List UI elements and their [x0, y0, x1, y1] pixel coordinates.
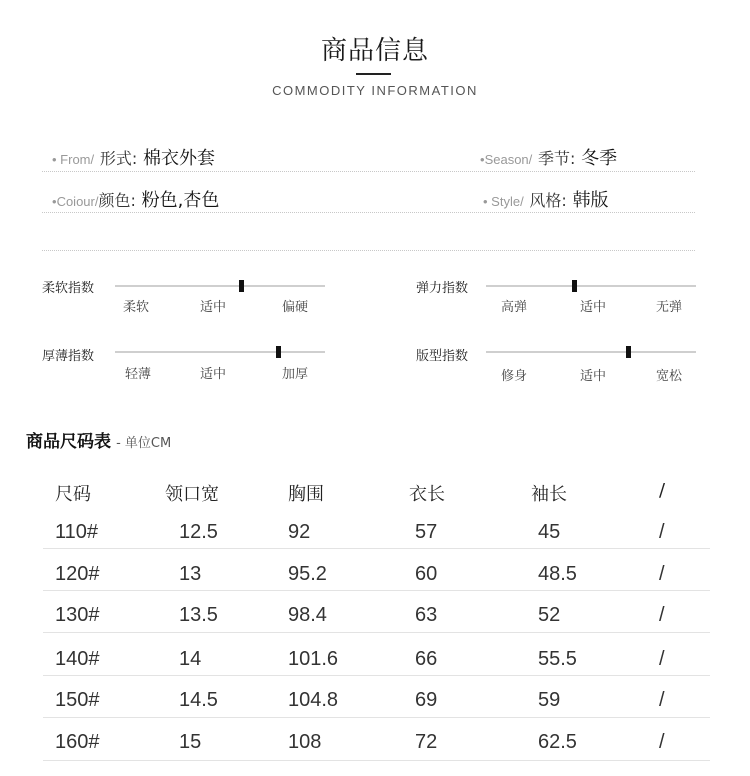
- attr-style-value: 韩版: [572, 190, 609, 211]
- cell-neck: 13.5: [179, 604, 218, 626]
- row-divider: [43, 590, 710, 591]
- column-header-size: 尺码: [55, 484, 91, 505]
- index-scale-low: 高弹: [501, 300, 528, 315]
- cell-neck: 12.5: [179, 521, 218, 543]
- index-scale-low: 修身: [501, 369, 528, 384]
- column-header-sleeve: 袖长: [531, 484, 567, 505]
- column-header-neck: 领口宽: [165, 484, 219, 505]
- index-marker-softness: [239, 280, 244, 292]
- cell-sleeve: 55.5: [538, 648, 577, 670]
- row-divider: [43, 548, 710, 549]
- column-header-length: 衣长: [409, 484, 445, 505]
- attr-from-value: 棉衣外套: [143, 148, 215, 169]
- index-scale-low: 柔软: [123, 300, 150, 315]
- divider: [42, 250, 695, 251]
- cell-sleeve: 48.5: [538, 563, 577, 585]
- cell-neck: 14: [179, 648, 202, 670]
- cell-neck: 13: [179, 563, 202, 585]
- cell-length: 69: [415, 689, 438, 711]
- cell-sleeve: 45: [538, 521, 561, 543]
- index-label-softness: 柔软指数: [42, 281, 95, 296]
- size-table-heading: [26, 427, 171, 452]
- index-scale-high: 无弹: [656, 300, 683, 315]
- cell-sleeve: 59: [538, 689, 561, 711]
- index-label-elasticity: 弹力指数: [416, 281, 469, 296]
- cell-size: 110#: [55, 521, 99, 543]
- index-scale-high: 加厚: [282, 367, 309, 382]
- cell-neck: 14.5: [179, 689, 218, 711]
- cell-extra: /: [659, 731, 665, 753]
- index-marker-thickness: [276, 346, 281, 358]
- row-divider: [43, 675, 710, 676]
- attr-from: • From/ 形式: 棉衣外套: [52, 148, 215, 169]
- attr-from-en: From/: [60, 152, 95, 167]
- page-title: 商品信息: [320, 36, 429, 66]
- attr-style-cn: 风格:: [529, 191, 567, 210]
- cell-extra: /: [659, 648, 665, 670]
- cell-chest: 104.8: [288, 689, 339, 711]
- attr-season-value: 冬季: [581, 148, 618, 169]
- cell-sleeve: 62.5: [538, 731, 577, 753]
- attr-season-cn: 季节:: [538, 149, 576, 168]
- attr-style-en: Style/: [491, 194, 524, 209]
- index-scale-mid: 适中: [580, 369, 607, 384]
- attr-season-en: Season/: [484, 152, 533, 167]
- index-marker-elasticity: [572, 280, 577, 292]
- attr-season: •Season/ 季节: 冬季: [480, 148, 618, 169]
- row-divider: [43, 632, 710, 633]
- index-scale-mid: 适中: [200, 300, 227, 315]
- size-table-title: 商品尺码表: [26, 432, 111, 452]
- attr-style: • Style/ 风格: 韩版: [483, 190, 609, 211]
- cell-extra: /: [659, 521, 665, 543]
- cell-neck: 15: [179, 731, 202, 753]
- index-track-thickness: [115, 351, 325, 353]
- index-track-fit: [486, 351, 696, 353]
- cell-size: 160#: [55, 731, 100, 753]
- attr-colour-cn: 颜色:: [98, 191, 136, 210]
- cell-size: 150#: [55, 689, 100, 711]
- cell-size: 140#: [55, 648, 100, 670]
- cell-extra: /: [659, 604, 665, 626]
- index-scale-mid: 适中: [580, 300, 607, 315]
- attr-colour-value: 粉色,杏色: [141, 190, 220, 211]
- index-label-thickness: 厚薄指数: [42, 349, 95, 364]
- title-underline: [356, 73, 391, 75]
- column-header-chest: 胸围: [288, 484, 324, 505]
- index-scale-high: 偏硬: [282, 300, 309, 315]
- cell-length: 57: [415, 521, 438, 543]
- divider: [42, 212, 695, 213]
- cell-length: 72: [415, 731, 438, 753]
- cell-size: 130#: [55, 604, 100, 626]
- index-scale-low: 轻薄: [125, 367, 152, 382]
- divider: [42, 171, 695, 172]
- attr-colour: •Coiour/颜色: 粉色,杏色: [52, 190, 220, 211]
- cell-chest: 98.4: [288, 604, 327, 626]
- cell-size: 120#: [55, 563, 100, 585]
- cell-chest: 101.6: [288, 648, 339, 670]
- index-scale-high: 宽松: [656, 369, 683, 384]
- index-scale-mid: 适中: [200, 367, 227, 382]
- index-track-elasticity: [486, 285, 696, 287]
- cell-chest: 108: [288, 731, 322, 753]
- cell-length: 60: [415, 563, 438, 585]
- cell-extra: /: [659, 689, 665, 711]
- cell-sleeve: 52: [538, 604, 561, 626]
- row-divider: [43, 717, 710, 718]
- cell-chest: 95.2: [288, 563, 327, 585]
- column-header-extra: /: [659, 480, 666, 501]
- attr-from-cn: 形式:: [99, 149, 138, 168]
- cell-chest: 92: [288, 521, 311, 543]
- attr-colour-en: Coiour/: [56, 194, 99, 209]
- page-subtitle: COMMODITY INFORMATION: [272, 83, 478, 98]
- index-track-softness: [115, 285, 325, 287]
- index-marker-fit: [626, 346, 631, 358]
- size-table-unit: - 单位CM: [116, 436, 172, 451]
- index-label-fit: 版型指数: [416, 349, 469, 364]
- cell-extra: /: [659, 563, 665, 585]
- cell-length: 63: [415, 604, 438, 626]
- cell-length: 66: [415, 648, 438, 670]
- row-divider: [43, 760, 710, 761]
